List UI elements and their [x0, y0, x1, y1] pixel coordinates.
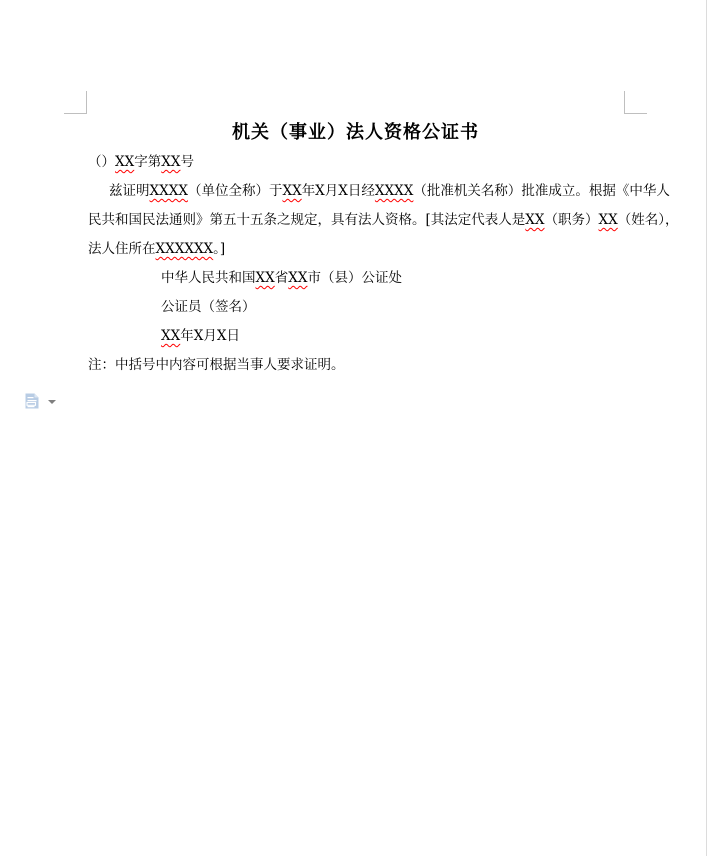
doc-line-notary-office — [88, 264, 623, 293]
spellcheck-flagged-text: XXXX — [374, 183, 414, 199]
spellcheck-flagged-text: XX — [598, 212, 618, 228]
doc-text: 注：中括号中内容可根据当事人要求证明。 — [88, 357, 345, 373]
margin-corner-mark-top-left — [64, 91, 87, 114]
doc-text: 。] — [213, 241, 226, 257]
doc-text: （批准机关名称）批准成立。根据《中华人 — [413, 183, 670, 199]
spellcheck-flagged-text: XXXX — [149, 183, 188, 199]
spellcheck-flagged-text: XX — [288, 270, 308, 286]
doc-text: 年X月X日经 — [301, 183, 375, 199]
doc-line-para-line-2 — [88, 206, 679, 235]
doc-text: （） — [88, 154, 115, 170]
doc-text: 公证员（签名） — [161, 299, 256, 315]
doc-line-doc-number — [88, 148, 623, 177]
doc-text: 兹证明 — [109, 183, 150, 199]
doc-line-para-line-3 — [88, 235, 623, 264]
doc-text: （职务） — [544, 212, 599, 228]
spellcheck-flagged-text: XX — [161, 328, 181, 344]
doc-text: 中华人民共和国 — [161, 270, 256, 286]
doc-line-note-line — [88, 351, 623, 380]
document-title: 机关（事业）法人资格公证书 — [232, 122, 479, 143]
doc-line-date-line — [88, 322, 623, 351]
spellcheck-flagged-text: XX — [115, 154, 135, 170]
doc-line-para-line-1 — [88, 177, 670, 206]
margin-corner-mark-top-right — [624, 91, 647, 114]
paste-options-button[interactable] — [23, 390, 61, 412]
doc-text: 法人住所在 — [88, 241, 156, 257]
doc-text: 市（县）公证处 — [307, 270, 402, 286]
dropdown-arrow-icon — [48, 400, 56, 404]
doc-text: 省 — [274, 270, 289, 286]
doc-text: 年X月X日 — [180, 328, 240, 344]
doc-text: 字第 — [134, 154, 162, 170]
doc-text: （姓名）， — [617, 212, 679, 228]
doc-text: 号 — [180, 154, 194, 170]
spellcheck-flagged-text: XX — [525, 212, 545, 228]
spellcheck-flagged-text: XX — [282, 183, 302, 199]
spellcheck-flagged-text: XXXXXX — [155, 241, 214, 257]
doc-text: （单位全称）于 — [187, 183, 283, 199]
doc-text: 民共和国民法通则》第五十五条之规定，具有法人资格。[其法定代表人是 — [88, 212, 526, 228]
doc-line-notary-signature — [88, 293, 623, 322]
page-edge-line — [706, 0, 707, 856]
spellcheck-flagged-text: XX — [255, 270, 275, 286]
spellcheck-flagged-text: XX — [161, 154, 181, 170]
document-body — [88, 148, 679, 380]
paste-options-document-icon — [23, 392, 41, 410]
